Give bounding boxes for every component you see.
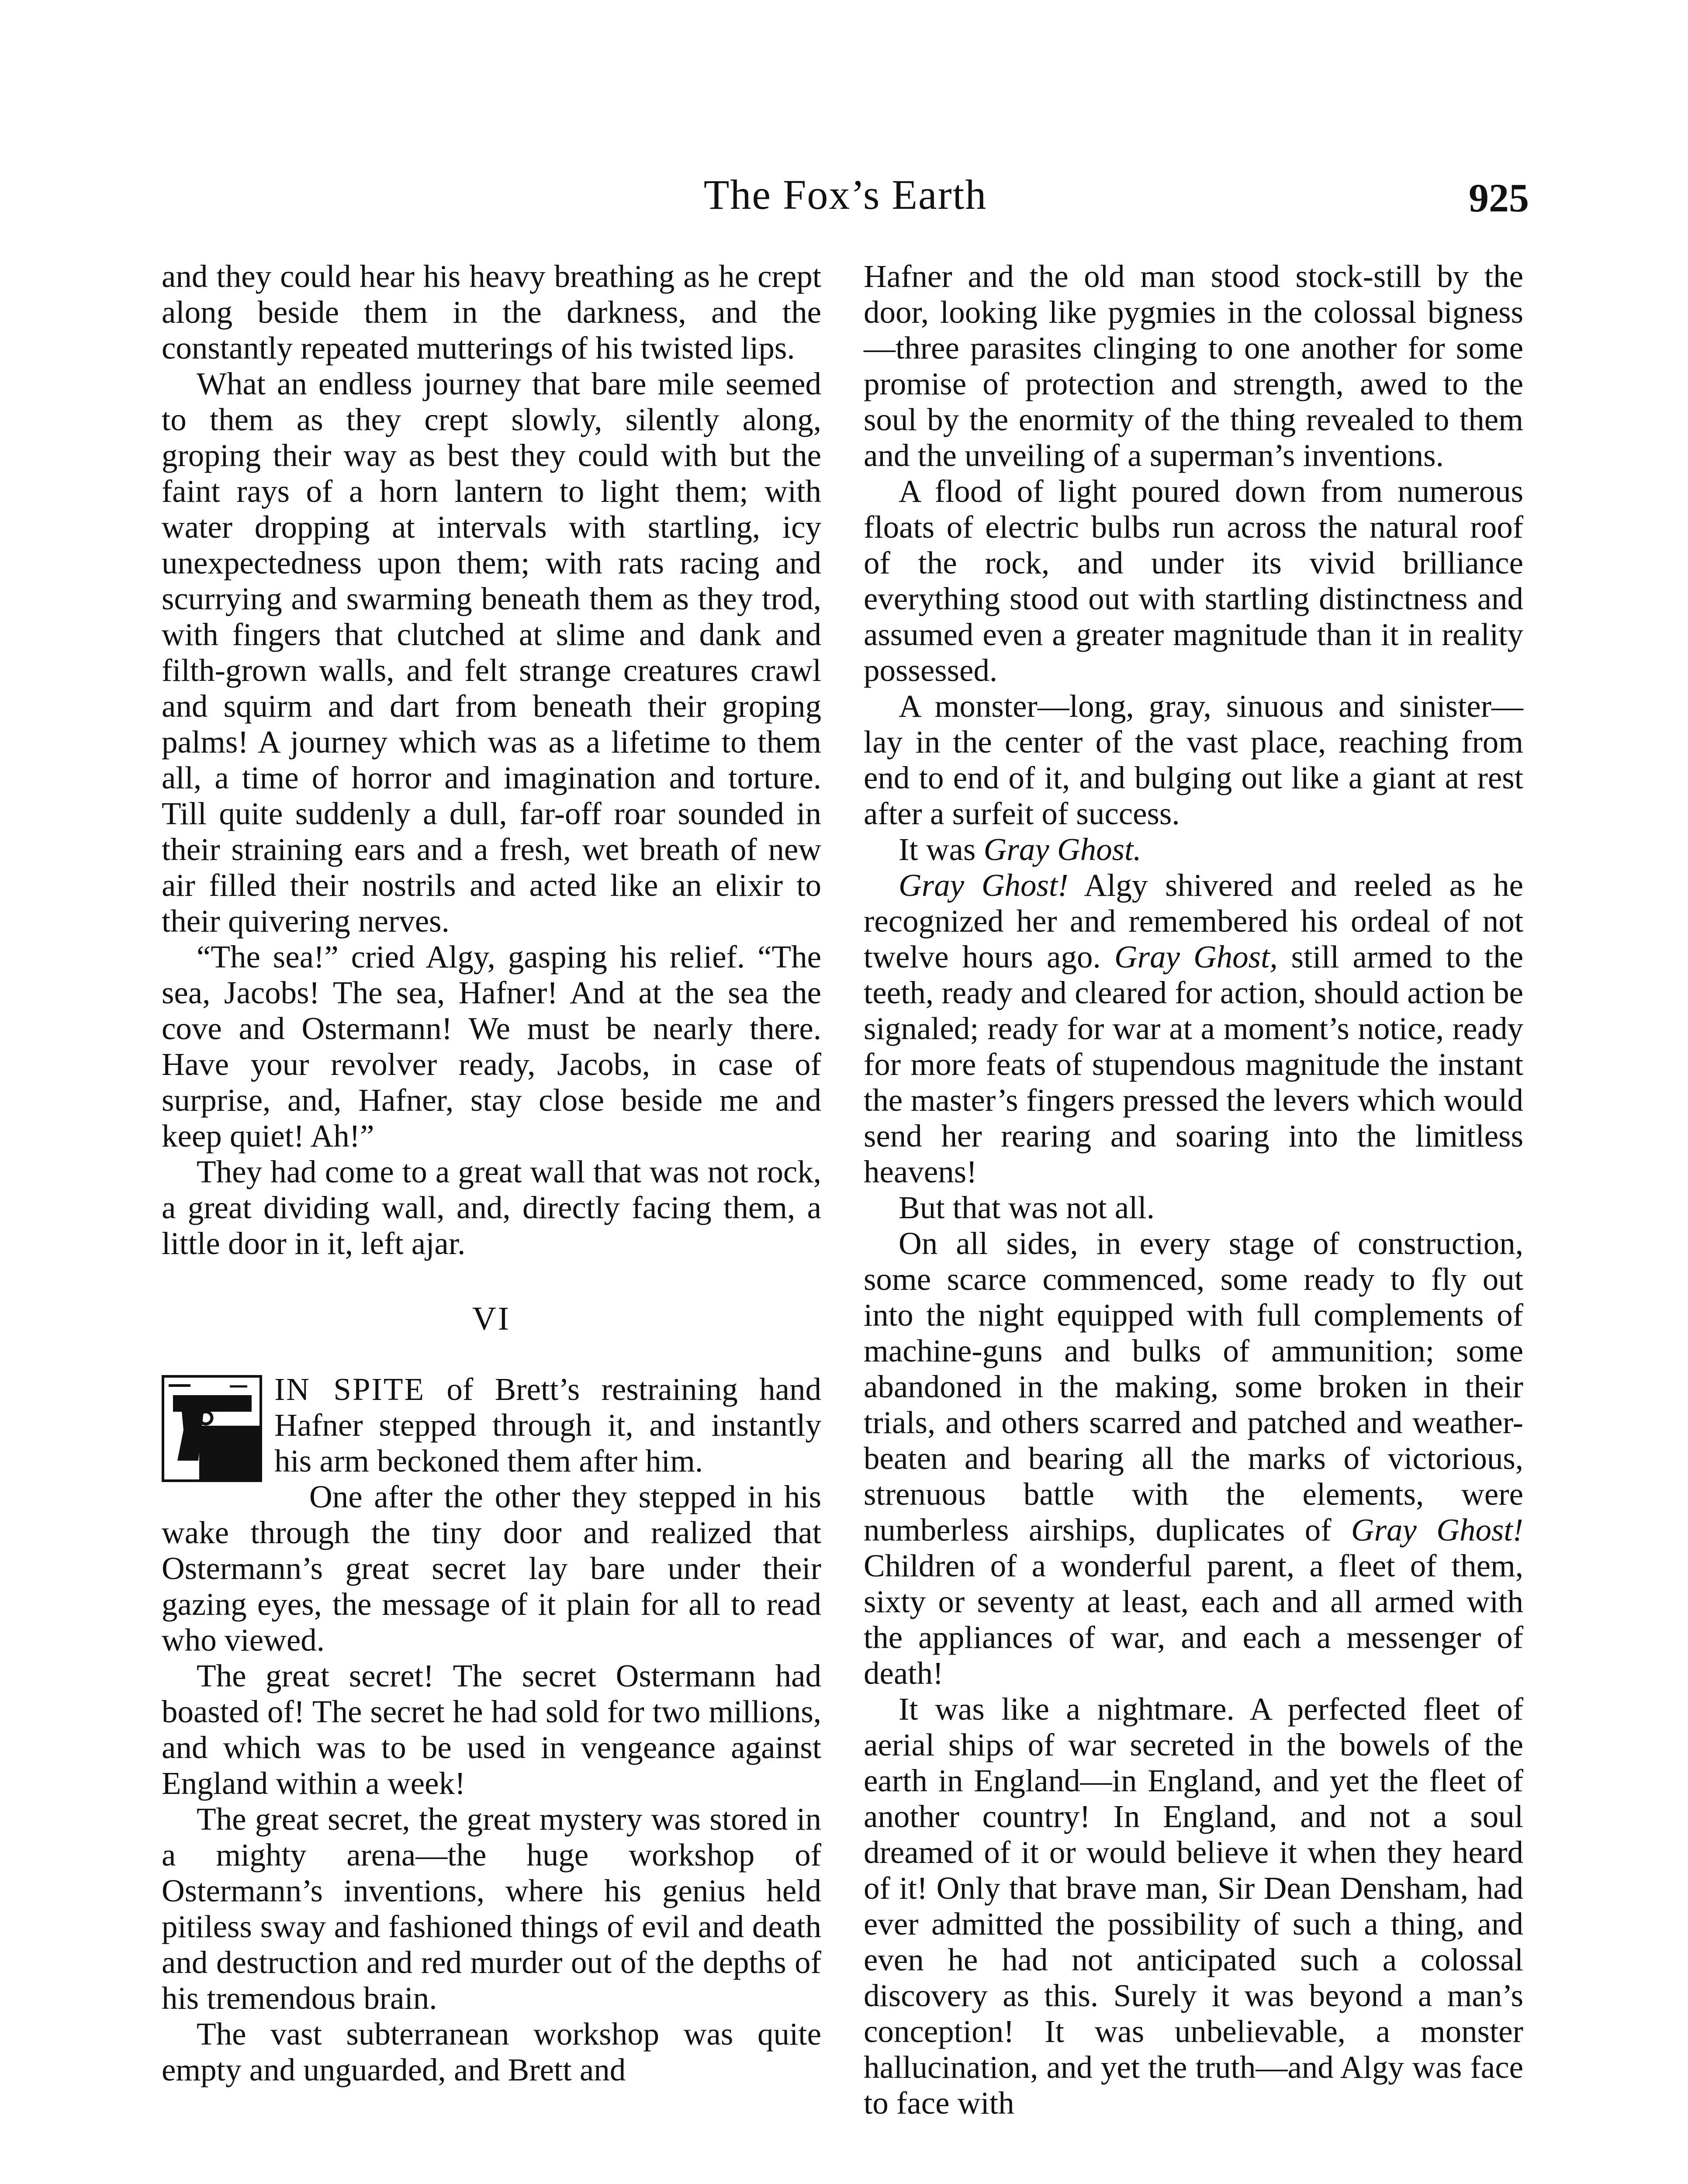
ship-name: Gray Ghost.: [983, 832, 1141, 867]
paragraph: One after the other they stepped in his wake through the tiny door and realized that Ostermann’s great secret lay bare under their gazing eyes, the message of it plain for all to read who viewed.: [162, 1479, 821, 1658]
page-number: 925: [1469, 176, 1529, 220]
paragraph: What an endless journey that bare mile seemed to them as they crept slowly, silently along, groping their way as best they could with but the faint rays of a horn lantern to light them; with water dropping at intervals with startling, icy unexpectedness upon them; with rats racing and scurrying and swarming beneath them as they trod, with fingers that clutched at slime and dank and filth-grown walls, and felt strange creatures crawl and squirm and dart from beneath their groping palms! A journey which was as a lifetime to them all, a time of horror and imagination and torture. Till quite suddenly a dull, far-off roar sounded in their straining ears and a fresh, wet breath of new air filled their nostrils and acted like an elixir to their quivering nerves.: [162, 366, 821, 939]
left-column: [162, 259, 821, 2088]
ship-name: Gray Ghost!: [1351, 1512, 1523, 1548]
paragraph: It was like a nightmare. A perfected fleet of aerial ships of war secreted in the bowels of the earth in England—in England, and yet the fleet of another country! In England, and not a soul dreamed of it or would believe it when they heard of it! Only that brave man, Sir Dean Densham, had ever admitted the possibility of such a thing, and even he had not anticipated such a colossal discovery as this. Surely it was beyond a man’s conception! It was unbelievable, a monster hallucination, and yet the truth—and Algy was face to face with: [864, 1691, 1523, 2121]
paragraph: The great secret! The secret Ostermann had boasted of! The secret he had sold for two millions, and which was to be used in vengeance against England within a week!: [162, 1658, 821, 1801]
paragraph: “The sea!” cried Algy, gasping his relief. “The sea, Jacobs! The sea, Hafner! And at the sea the cove and Ostermann! We must be nearly there. Have your revolver ready, Jacobs, in case of surprise, and, Hafner, stay close beside me and keep quiet! Ah!”: [162, 939, 821, 1154]
paragraph: A flood of light poured down from numerous floats of electric bulbs run across the natural roof of the rock, and under its vivid brilliance everything stood out with startling distinctness and assumed even a greater magnitude than it in reality possessed.: [864, 473, 1523, 688]
ship-name: Gray Ghost!: [899, 867, 1069, 903]
paragraph: [864, 867, 1523, 1190]
paragraph: [864, 832, 1523, 867]
paragraph: and they could hear his heavy breathing as he crept along beside them in the darkness, and the constantly repeated mutterings of his twisted lips.: [162, 259, 821, 366]
text: On all sides, in every stage of construction, some scarce commenced, some ready to fly out into the night equipped with full complements of machine-guns and bulks of ammunition; some abandoned in the making, some broken in their trials, and others scarred and patched and weather-beaten and bearing all the marks of victorious, strenuous battle with the elements, were numberless airships, duplicates of: [864, 1226, 1523, 1548]
paragraph: [864, 1226, 1523, 1691]
paragraph: They had come to a great wall that was not rock, a great dividing wall, and, directly facing them, a little door in it, left ajar.: [162, 1154, 821, 1261]
text: still armed to the teeth, ready and cleared for action, should action be signaled; ready for war at a moment’s notice, ready for more feats of stupendous magnitude the instant the master’s fingers pressed the levers which would send her rearing and soaring into the limitless heavens!: [864, 939, 1523, 1189]
running-title: The Fox’s Earth: [703, 171, 987, 218]
ship-name: Gray Ghost,: [1114, 939, 1278, 975]
text: It was: [899, 832, 984, 867]
paragraph: But that was not all.: [899, 1190, 1155, 1225]
paragraph: Hafner and the old man stood stock-still by the door, looking like pygmies in the colossal bigness—three parasites clinging to one another for some promise of protection and strength, awed to the soul by the enormity of the thing revealed to them and the unveiling of a superman’s inventions.: [864, 259, 1523, 473]
dropcap-paragraph: [162, 1372, 821, 1479]
dropcap-text: of Brett’s restraining hand Hafner stepped through it, and instantly his arm beckoned them after him.: [274, 1372, 822, 1479]
section-heading: VI: [472, 1300, 511, 1337]
text: Children of a wonderful parent, a fleet of them, sixty or seventy at least, each and all armed with the appliances of war, and each a messenger of death!: [864, 1548, 1523, 1691]
paragraph: The vast subterranean workshop was quite empty and unguarded, and Brett and: [162, 2016, 821, 2087]
paragraph: The great secret, the great mystery was stored in a mighty arena—the huge workshop of Ostermann’s inventions, where his genius held pitiless sway and fashioned things of evil and death and destruction and red murder out of the depths of his tremendous brain.: [162, 1801, 821, 2016]
right-column: [864, 259, 1523, 2121]
paragraph: A monster—long, gray, sinuous and sinister—lay in the center of the vast place, reaching from end to end of it, and bulging out like a giant at rest after a surfeit of success.: [864, 688, 1523, 831]
text: Algy shivered and reeled as he recognized her and remembered his ordeal of not twelve hours ago.: [864, 867, 1523, 975]
pistol-vignette-icon: [162, 1375, 262, 1482]
dropcap-lead: IN SPITE: [274, 1372, 425, 1407]
page-header: [162, 170, 1529, 232]
